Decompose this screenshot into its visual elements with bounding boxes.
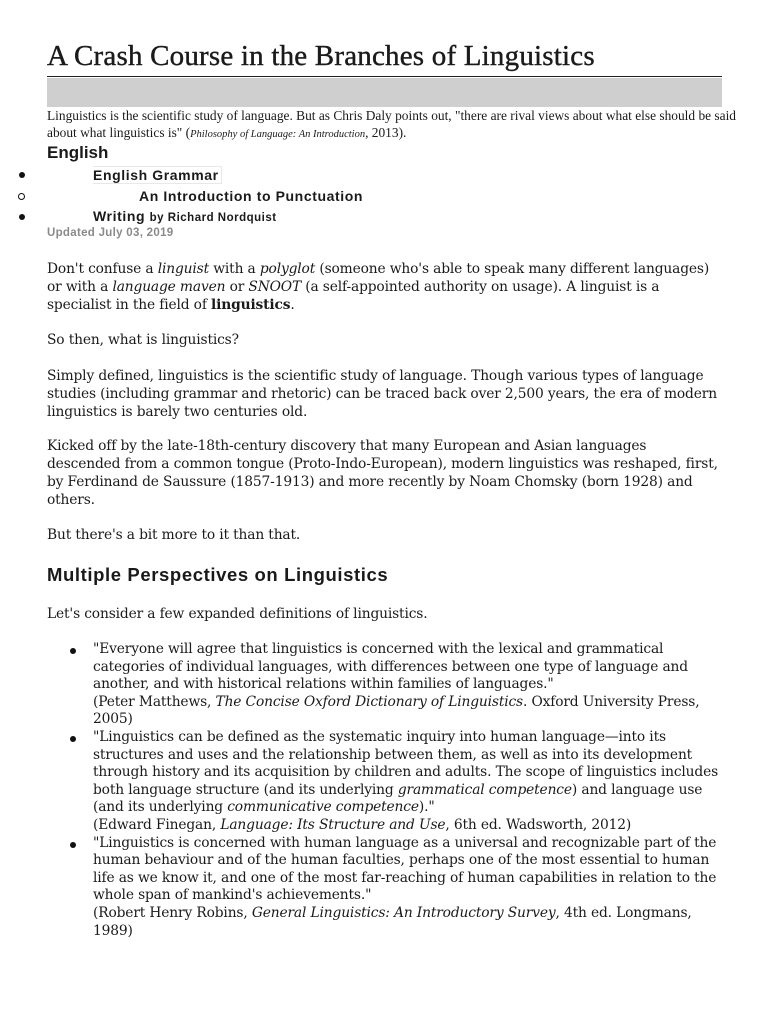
text-run: )."	[418, 799, 435, 816]
source-title: The Concise Oxford Dictionary of Linguistics	[215, 693, 523, 710]
intro-text: Linguistics is the scientific study of language. But as Chris Daly points out, "there are rival views about what else should be said about what linguistics is" (	[47, 108, 736, 140]
paragraph-3: Simply defined, linguistics is the scientific study of language. Though various types of language studies (including grammar and rhetoric) can be traced back over 2,500 years, the era of modern linguistics is barely two centuries old.	[47, 368, 717, 420]
bullet-disc-icon	[19, 214, 25, 220]
intro-end: , 2013).	[365, 125, 407, 140]
menu-item-label[interactable]: English Grammar	[93, 166, 222, 184]
term-linguistics: linguistics	[211, 297, 291, 313]
article-title: A Crash Course in the Branches of Linguistics	[47, 40, 595, 72]
paragraph-2: So then, what is linguistics?	[47, 332, 239, 348]
quote-list	[47, 641, 727, 940]
list-item	[47, 641, 727, 729]
intro-citation: Philosophy of Language: An Introduction	[190, 129, 366, 140]
term-polyglot: polyglot	[259, 261, 316, 277]
text-run: , 4th ed. Longmans, 1989)	[93, 904, 692, 939]
term-communicative-competence: communicative competence	[227, 799, 419, 816]
text-run: (someone who's able to speak many different languages) or with a	[47, 261, 710, 295]
text-run: (Edward Finegan,	[93, 816, 221, 833]
bullet-disc-icon	[70, 648, 76, 654]
ad-placeholder-bar	[47, 78, 722, 107]
text-run: .	[290, 297, 295, 313]
text-run: "Linguistics can be defined as the systematic inquiry into human language—into its structures and uses and the relationship between them, as well as into its development through history and its acquisition by children and adults. The scope of linguistics includes both language structure (and its underlying	[93, 728, 719, 798]
text-run: Don't confuse a	[47, 261, 158, 277]
term-snoot: SNOOT	[248, 279, 302, 295]
text-run: , 6th ed. Wadsworth, 2012)	[445, 816, 632, 833]
quote-source	[93, 817, 727, 835]
bullet-disc-icon	[70, 736, 76, 742]
text-run: . Oxford University Press, 2005)	[93, 693, 700, 728]
bullet-circle-icon	[18, 193, 25, 200]
paragraph-6: Let's consider a few expanded definitions of linguistics.	[47, 606, 428, 622]
quote-source	[93, 905, 727, 940]
menu-item-label[interactable]: Writing	[93, 208, 146, 224]
source-title: General Linguistics: An Introductory Survey	[251, 904, 556, 921]
title-divider	[47, 76, 722, 77]
quote-text: "Everyone will agree that linguistics is concerned with the lexical and grammatical categories of individual languages, with differences between one type of language and another, and with historical relations within families of languages."	[93, 641, 688, 693]
menu-item-label[interactable]: An Introduction to Punctuation	[139, 188, 364, 204]
list-item	[47, 835, 727, 941]
text-run: (Peter Matthews,	[93, 693, 216, 710]
text-run: with a	[209, 261, 260, 277]
bullet-disc-icon	[70, 842, 76, 848]
category-link-english[interactable]: English	[47, 143, 109, 162]
text-run: ) and language use (and its underlying	[93, 781, 703, 816]
term-linguist: linguist	[157, 261, 210, 277]
paragraph-1	[47, 260, 722, 314]
paragraph-5: But there's a bit more to it than that.	[47, 527, 301, 543]
list-item	[47, 729, 727, 835]
updated-date: Updated July 03, 2019	[47, 227, 174, 239]
quote-text	[93, 729, 718, 815]
quote-text: "Linguistics is concerned with human language as a universal and recognizable part of the human behaviour and of the human faculties, perhaps one of the most essential to human life as we know it, and one of the most far-reaching of human capabilities in relation to the whole span of mankind's achievements."	[93, 834, 717, 904]
quote-source	[93, 694, 727, 729]
section-heading: Multiple Perspectives on Linguistics	[47, 564, 389, 585]
term-language-maven: language maven	[112, 279, 226, 295]
text-run: (a self-appointed authority on usage). A linguist is a specialist in the field of	[47, 279, 660, 313]
source-title: Language: Its Structure and Use	[220, 816, 446, 833]
text-run: or	[225, 279, 249, 295]
author-byline[interactable]: by Richard Nordquist	[149, 212, 277, 224]
paragraph-4: Kicked off by the late-18th-century discovery that many European and Asian languages descended from a common tongue (Proto-Indo-European), modern linguistics was reshaped, first, by Ferdinand de Saussure (1857-1913) and more recently by Noam Chomsky (born 1928) and others.	[47, 438, 718, 508]
term-grammatical-competence: grammatical competence	[397, 781, 572, 798]
text-run: (Robert Henry Robins,	[93, 904, 252, 921]
intro-summary	[47, 107, 737, 143]
bullet-disc-icon	[19, 172, 25, 178]
